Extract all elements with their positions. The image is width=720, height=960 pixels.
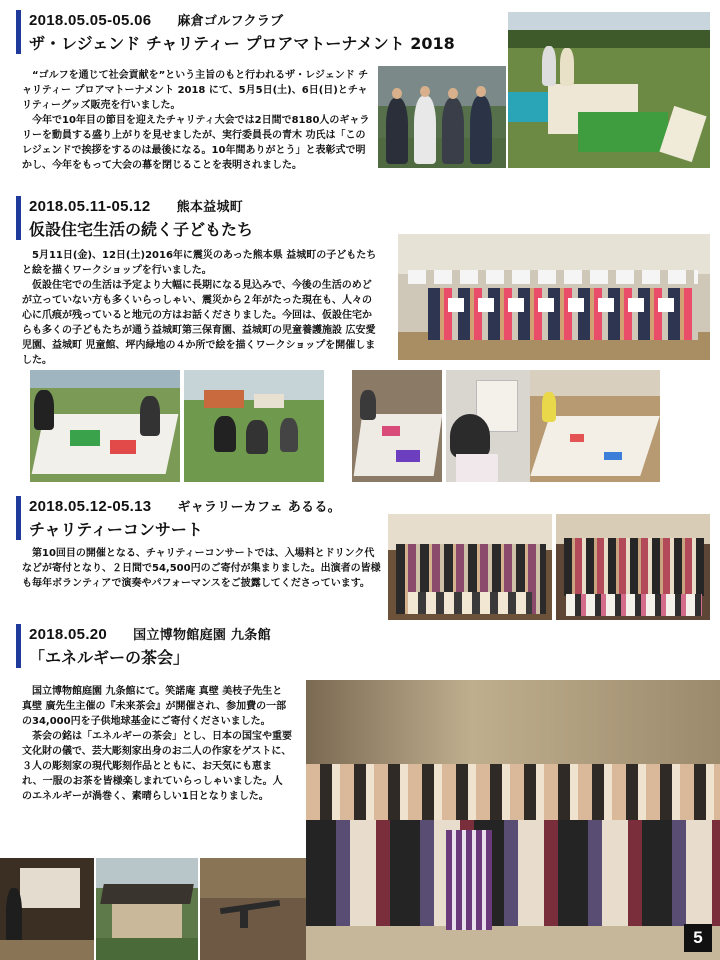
- section-3-date: 2018.05.12-05.13: [29, 498, 152, 515]
- photo-tea-room-interior: [0, 858, 94, 960]
- photo-workshop-hall: [530, 370, 660, 482]
- photo-concert-group-1: [388, 514, 552, 620]
- section-4-header: [16, 624, 271, 668]
- page-number: 5: [684, 924, 712, 952]
- section-2-paragraph: 5月11日(金)、12日(土)2016年に震災のあった熊本県 益城町の子どもたちと絵を描くワークショップを行いました。: [22, 250, 377, 276]
- photo-workshop-outdoor-2: [184, 370, 324, 482]
- section-3-title: チャリティーコンサート: [29, 520, 203, 539]
- photo-kujokan-building: [96, 858, 198, 960]
- section-4-place: 国立博物館庭園 九条館: [133, 628, 271, 643]
- section-2-place: 熊本益城町: [176, 200, 244, 215]
- section-1-date: 2018.05.05-05.06: [29, 12, 152, 29]
- section-3-header: [16, 496, 341, 540]
- photo-workshop-indoor-1: [352, 370, 442, 482]
- section-1-paragraph: 今年で10年目の節目を迎えたチャリティ大会では2日間で8180人のギャラリーを動員する盛り上がりを見せましたが、実行委員長の青木 功氏は「このレジェンドで挨拶をするのは最後になる。10年間ありがとう」と表彰式で明かし、今年をもって大会の幕を閉じることを表明されました。: [22, 115, 370, 171]
- section-2-paragraph: 仮設住宅での生活は予定より大幅に長期になる見込みで、今後の生活のめどが立っていない方も多くいらっしゃい、震災から２年がたった現在も、人々の心に爪痕が残っていると地元の方はお話くださりました。今回は、仮設住宅からも多くの子どもたちが通う益城町第三保育園、益城町の児童養護施設 広安愛児園、益城町 児童館、坪内緑地の４か所で絵を描くワークショップを開催しました。: [22, 280, 376, 366]
- section-4-date-line: [29, 624, 271, 643]
- section-3-body: [22, 546, 384, 591]
- section-4-title: 「エネルギーの茶会」: [29, 648, 190, 667]
- section-1-header: [16, 10, 455, 54]
- section-1-place: 麻倉ゴルフクラブ: [177, 14, 284, 29]
- photo-child-drawing: [446, 370, 530, 482]
- section-1-body: [22, 68, 372, 173]
- section-2-header: [16, 196, 253, 240]
- section-2-body: [22, 248, 380, 368]
- section-4-paragraph: 茶会の銘は「エネルギーの茶会」とし、日本の国宝や重要文化財の儀で、芸大彫刻家出身のお二人の作家をゲストに、３人の彫刻家の現代彫刻作品とともに、お天気にも恵まれ、一服のお茶を皆様楽しまれていらっしゃいました。人のエネルギーが渦巻く、素晴らしい1日となりました。: [22, 731, 292, 802]
- section-4-body: [22, 684, 292, 804]
- photo-charity-booth: [508, 12, 710, 168]
- section-1-date-line: [29, 10, 455, 29]
- photo-golf-trophy: [378, 66, 506, 168]
- section-2-title: 仮設住宅生活の続く子どもたち: [29, 220, 254, 239]
- section-3-date-line: [29, 496, 341, 515]
- section-1-paragraph: “ゴルフを通じて社会貢献を”という主旨のもと行われるザ・レジェンド チャリティー プロアマトーナメント 2018 にて、5月5日(土)、6日(日)とチャリティーグッズ販売を行いました。: [22, 70, 369, 111]
- section-4-paragraph: 国立博物館庭園 九条館にて。笑諾庵 真壁 美枝子先生と真壁 廣先生主催の『未来茶会』が開催され、参加費の一部の34,000円を子供地球基金にご寄付くださいました。: [22, 686, 287, 727]
- section-1-title: ザ・レジェンド チャリティー プロアマトーナメント 2018: [29, 34, 455, 53]
- section-2-date-line: [29, 196, 253, 215]
- photo-concert-group-2: [556, 514, 710, 620]
- section-3-paragraph: 第10回目の開催となる、チャリティーコンサートでは、入場料とドリンク代などが寄付となり、２日間で54,500円のご寄付が集まりました。出演者の皆様も毎年ボランティアで演奏やパフォーマンスをご披露してくださっています。: [22, 548, 381, 589]
- section-4-date: 2018.05.20: [29, 626, 108, 643]
- section-2-date: 2018.05.11-05.12: [29, 198, 151, 215]
- photo-workshop-outdoor-1: [30, 370, 180, 482]
- photo-tea-ceremony-group: [306, 680, 720, 960]
- photo-kids-drawings: [398, 234, 710, 360]
- section-3-place: ギャラリーカフェ あるる。: [177, 500, 341, 515]
- photo-sculpture: [200, 858, 306, 960]
